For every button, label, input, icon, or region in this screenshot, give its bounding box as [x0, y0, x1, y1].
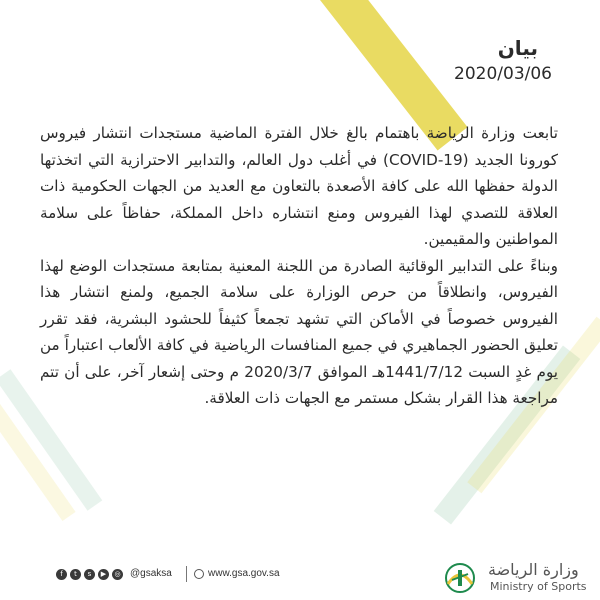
social-handle[interactable]: @gsaksa: [130, 568, 172, 579]
logo-arabic-text: وزارة الرياضة: [488, 560, 579, 579]
social-icons: [56, 569, 123, 580]
logo-english-text: Ministry of Sports: [490, 580, 587, 593]
youtube-icon[interactable]: ▶: [98, 569, 109, 580]
website-link[interactable]: www.gsa.gov.sa: [208, 568, 280, 579]
footer-divider: [186, 566, 187, 582]
paragraph-1: تابعت وزارة الرياضة باهتمام بالغ خلال الفترة الماضية مستجدات انتشار فيروس كورونا الجديد (COVID-19) في أغلب دول العالم، والتدابير الاحترازية التي اتخذتها الدولة حفظها الله على كافة الأصعدة بالتعاون مع العديد من الجهات الحكومية ذات العلاقة للتصدي لهذا الفيروس ومنع انتشاره داخل المملكة، حفاظاً على سلامة المواطنين والمقيمين.: [40, 124, 558, 248]
twitter-icon[interactable]: t: [70, 569, 81, 580]
statement-body: [40, 120, 558, 412]
statement-title: بيان: [497, 36, 538, 60]
facebook-icon[interactable]: f: [56, 569, 67, 580]
snapchat-icon[interactable]: s: [84, 569, 95, 580]
ministry-logo-icon: [440, 560, 480, 596]
instagram-icon[interactable]: ◎: [112, 569, 123, 580]
paragraph-2: وبناءً على التدابير الوقائية الصادرة من اللجنة المعنية بمتابعة مستجدات الوضع لهذا الفيروس، وانطلاقاً من حرص الوزارة على سلامة الجميع، ولمنع انتشار هذا الفيروس خصوصاً في الأماكن التي تشهد تجمعاً كثيفاً للحشود البشرية، فقد تقرر تعليق الحضور الجماهيري في جميع المنافسات الرياضية في كافة الألعاب اعتباراً من يوم غدٍ السبت 1441/7/12هـ الموافق 2020/3/7 م وحتى إشعار آخر، على أن تتم مراجعة هذا القرار بشكل مستمر مع الجهات ذات العلاقة.: [40, 256, 559, 407]
statement-date: 2020/03/06: [454, 64, 552, 84]
globe-icon: [194, 569, 204, 579]
